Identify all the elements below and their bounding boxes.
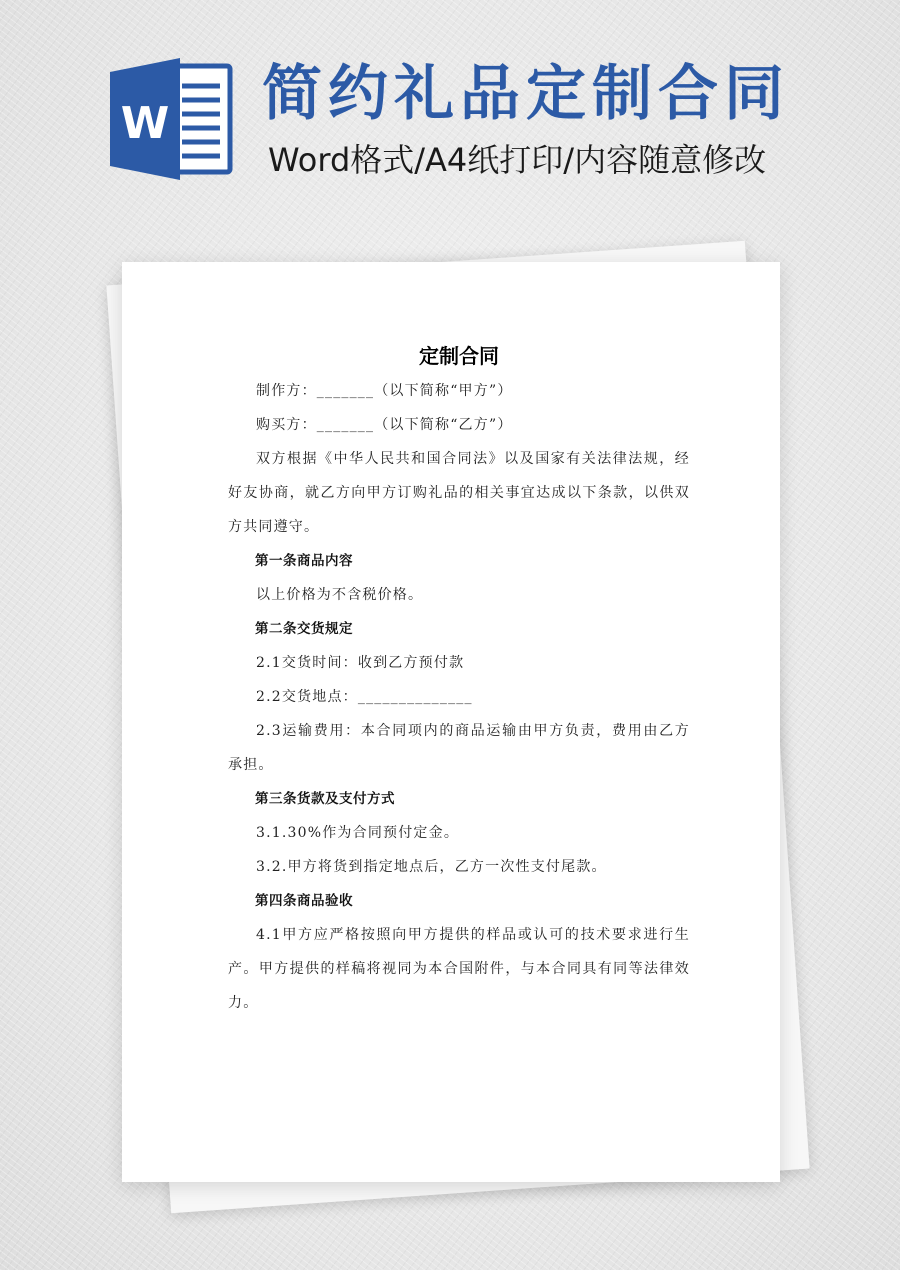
word-document-icon: [108, 56, 238, 182]
document-title: 定制合同: [419, 344, 499, 368]
article-1-heading: 第一条商品内容: [255, 553, 353, 569]
article-2-item-3: 2.3运输费用：本合同项内的商品运输由甲方负责，费用由乙方承担。: [228, 723, 690, 773]
article-4-heading: 第四条商品验收: [255, 893, 353, 909]
contract-document: [228, 340, 690, 1020]
article-2-heading: 第二条交货规定: [255, 621, 353, 637]
article-2-item-2: 2.2交货地点：______________: [256, 689, 473, 705]
article-3-item-2: 3.2.甲方将货到指定地点后，乙方一次性支付尾款。: [256, 859, 607, 875]
page-title: 简约礼品定制合同: [262, 59, 790, 129]
page-subtitle: Word格式/A4纸打印/内容随意修改: [268, 141, 767, 179]
article-2-item-1: 2.1交货时间：收到乙方预付款: [256, 655, 465, 671]
article-3-heading: 第三条货款及支付方式: [255, 791, 395, 807]
article-3-item-1: 3.1.30%作为合同预付定金。: [256, 825, 460, 841]
article-4-item-1: 4.1甲方应严格按照向甲方提供的样品或认可的技术要求进行生产。甲方提供的样稿将视同为本合国附件，与本合同具有同等法律效力。: [228, 927, 690, 1011]
word-logo-letter: W: [120, 98, 170, 149]
maker-line: 制作方：_______（以下简称“甲方”）: [256, 383, 513, 399]
article-1-text: 以上价格为不含税价格。: [256, 587, 424, 603]
buyer-line: 购买方：_______（以下简称“乙方”）: [256, 417, 513, 433]
intro-paragraph: 双方根据《中华人民共和国合同法》以及国家有关法律法规，经好友协商，就乙方向甲方订购礼品的相关事宜达成以下条款，以供双方共同遵守。: [228, 451, 690, 535]
